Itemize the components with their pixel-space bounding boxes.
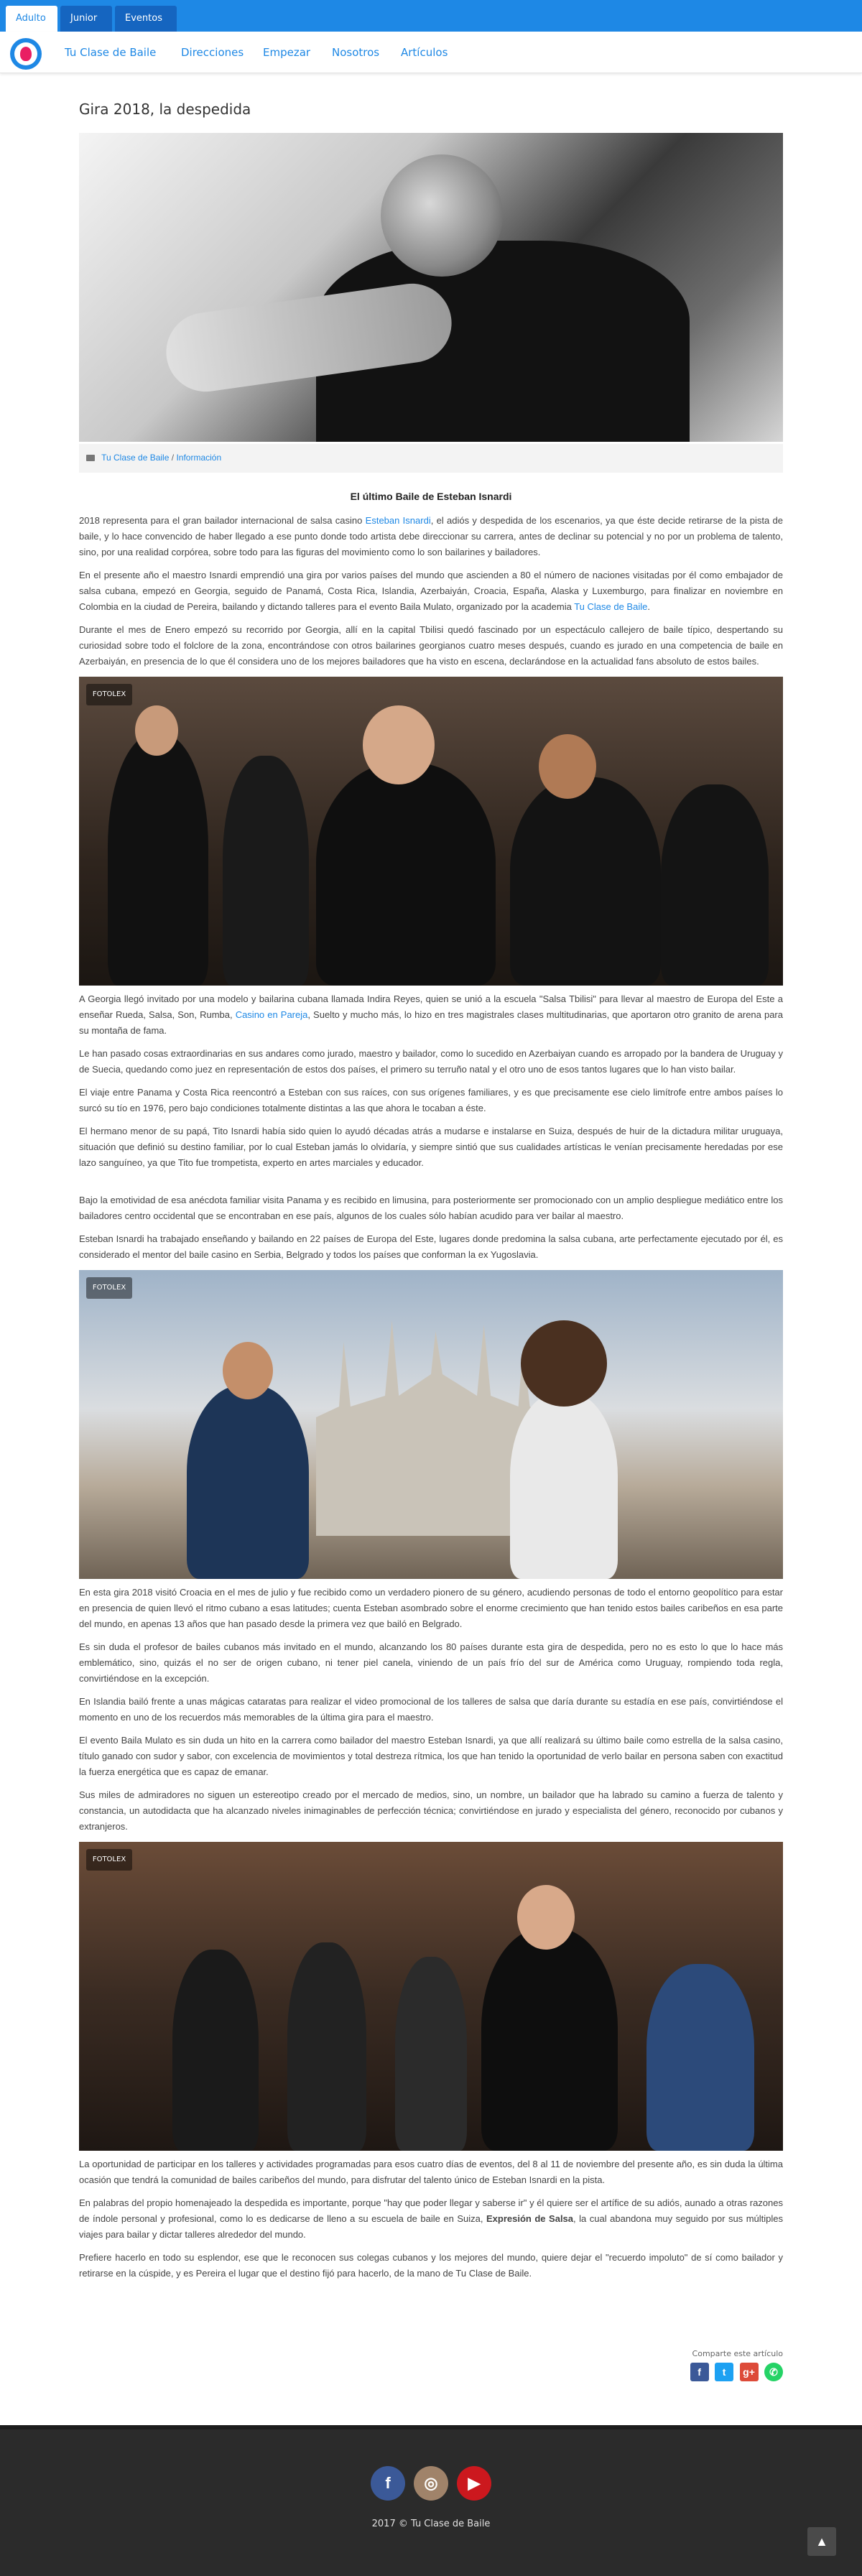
hero-figure-head (381, 154, 503, 277)
category-parent-link[interactable]: Tu Clase de Baile (101, 453, 170, 463)
photo-person-head (223, 1342, 273, 1399)
tab-junior[interactable]: Junior (60, 6, 112, 32)
photo-milan-cathedral-dancers (79, 1270, 783, 1579)
paragraph: En esta gira 2018 visitó Croacia en el mes de julio y fue recibido como un verdadero pionero de su género, acudiendo personas de todo el entorno geopolítico para estar en presencia de quien llevó el ritmo cubano a esas latitudes; cuenta Esteban asombrado sobre el enorme crecimiento que han tenido estos bailes caribeños en esa parte del mundo, en apenas 13 años que han pasado desde la primera vez que bailó en Belgrado. (79, 1587, 783, 1629)
photo-watermark: FOTOLEX (86, 684, 132, 705)
photo-person (510, 1392, 618, 1579)
photo-person (316, 763, 496, 986)
expresion-de-salsa-text: Expresión de Salsa (486, 2213, 574, 2224)
nav-item-nosotros[interactable]: Nosotros (332, 46, 380, 59)
paragraph: En el presente año el maestro Isnardi emprendió una gira por varios países del mundo que ascienden a 80 el número de naciones visitadas por él como embajador de salsa cubana, empezó en Georgia, seguido de Panamá, Costa Rica, Islandia, Azerbaiyán, Croacia, España, Alaska y Luxemburgo, para finalizar en noviembre en Colombia en la ciudad de Pereira, bailando y dictando talleres para el evento Baila Mulato, organizado por la academia Tu Clase de Baile. (79, 570, 783, 612)
paragraph: Sus miles de admiradores no siguen un estereotipo creado por el mercado de medios, sino, un nombre, un bailador que ha labrado su camino a fuerza de talento y constancia, un autodidacta que ha alcanzado niveles inimaginables de perfección técnica; convirtiéndose en jurado y especialista del género, reconocido por cubanos y extranjeros. (79, 1789, 783, 1832)
photo-person-head (539, 734, 596, 799)
photo-person-head (521, 1320, 607, 1407)
photo-person (646, 1964, 754, 2151)
paragraph: Es sin duda el profesor de bailes cubanos más invitado en el mundo, alcanzando los 80 países durante esta gira de despedida, pero no es esto lo que lo hace más emblemático, sino, quizás el no ser de origen cubano, ni tener piel canela, viniendo de un país frío del sur de América como Uruguay, rompiendo toda regla, convirtiéndose en la excepción. (79, 1641, 783, 1684)
top-bar (0, 0, 862, 32)
article-heading: El último Baile de Esteban Isnardi (350, 491, 512, 502)
article-body (79, 488, 783, 2289)
youtube-icon[interactable]: ▶ (457, 2466, 491, 2501)
paragraph: En palabras del propio homenajeado la despedida es importante, porque "hay que poder llegar y saberse ir" y él quiere ser el artífice de su adiós, aunado a otras razones de índole personal y profesional, como lo es dedicarse de lleno a su escuela de baile en Suiza, Expresión de Salsa, la cual abandona muy seguido por sus múltiples viajes para bailar y dictar talleres alrededor del mundo. (79, 2197, 783, 2240)
nav-item-articulos[interactable]: Artículos (401, 46, 448, 59)
paragraph: El hermano menor de su papá, Tito Isnardi había sido quien lo ayudó décadas atrás a mudarse e instalarse en Suiza, después de huir de la dictadura militar uruguaya, situación que definió su destino familiar, por lo cual Esteban jamás lo olvidaría, y siempre sintió que sus cualidades artísticas le venían precisamente heredadas por ese lazo sanguíneo, ya que Tito fue trompetista, experto en artes marciales y educador. (79, 1126, 783, 1168)
photo-person-head (517, 1885, 575, 1950)
share-section (639, 2349, 783, 2381)
hero-image (79, 133, 783, 442)
facebook-icon[interactable]: f (371, 2466, 405, 2501)
share-icons (639, 2363, 783, 2381)
photo-person-head (363, 705, 435, 784)
google-plus-icon[interactable]: g+ (740, 2363, 759, 2381)
spacer (79, 1178, 783, 1192)
paragraph: En Islandia bailó frente a unas mágicas cataratas para realizar el video promocional de los talleres de salsa que daría durante su estadía en ese país, convirtiéndose el momento en uno de los recuerdos más memorables de la última gira para el maestro. (79, 1696, 783, 1723)
photo-person (108, 734, 208, 986)
whatsapp-icon[interactable]: ✆ (764, 2363, 783, 2381)
paragraph: El viaje entre Panama y Costa Rica reencontró a Esteban con sus raíces, con sus orígenes familiares, y es que precisamente ese cielo limítrofe entre ambos países lo surcó su tío en 1976, pero bajo condiciones totalmente distintas a las que ahora le tocaban a éste. (79, 1087, 783, 1113)
paragraph: Durante el mes de Enero empezó su recorrido por Georgia, allí en la capital Tbilisi quedó fascinado por un espectáculo callejero de baile típico, despertando su curiosidad sobre todo el folclore de la zona, encontrándose con otros bailarines georgianos cuatro meses después, cuando es jurado en una competencia de baile en Azerbaiyán, en presencia de lo que él considera uno de los mejores bailadores que ha visto en escena, declarándose en la actualidad fans absoluto de estos bailes. (79, 624, 783, 667)
photo-person (510, 777, 661, 986)
footer (0, 2425, 862, 2576)
article-meta (79, 444, 783, 473)
photo-watermark: FOTOLEX (86, 1849, 132, 1871)
photo-person (661, 784, 769, 986)
tab-adulto[interactable]: Adulto (6, 6, 57, 32)
footer-separator (0, 2425, 862, 2429)
site-logo[interactable] (10, 38, 42, 70)
casino-en-pareja-link[interactable]: Casino en Pareja (235, 1009, 308, 1020)
paragraph: 2018 representa para el gran bailador internacional de salsa casino Esteban Isnardi, el adiós y despedida de los escenarios, ya que éste decide retirarse de la pista de baile, y lo hace convencido de haber llegado a ese punto donde todo artista debe direccionar su carrera, antes de declinar su potencial y no por un problema de talento, sino, por una realidad corpórea, sobre todo para las figuras del movimiento como lo son bailarines y bailadores. (79, 515, 783, 557)
folder-icon (86, 455, 95, 461)
nav-item-empezar[interactable]: Empezar (263, 46, 311, 59)
instagram-icon[interactable]: ◎ (414, 2466, 448, 2501)
copyright: 2017 © Tu Clase de Baile (371, 2519, 491, 2529)
paragraph: A Georgia llegó invitado por una modelo y bailarina cubana llamada Indira Reyes, quien se unió a la escuela "Salsa Tbilisi" para llevar al maestro de Europa del Este a enseñar Rueda, Salsa, Son, Rumba, Casino en Pareja, Suelto y mucho más, lo hizo en tres magistrales clases multitudinarias, que aportaron otro granito de arena para su montaña de fama. (79, 993, 783, 1036)
paragraph: Bajo la emotividad de esa anécdota familiar visita Panama y es recibido en limusina, para posteriormente ser promocionado con un amplio despliegue mediático entre los bailadores centro occidental que se encontraban en ese país, algunos de los cuales sólo habían acudido para ver bailar al maestro. (79, 1195, 783, 1221)
paragraph: La oportunidad de participar en los talleres y actividades programadas para esos cuatro días de eventos, del 8 al 11 de noviembre del presente año, es sin duda la última ocasión que tendrá la comunidad de bailes caribeños del mundo, para disfrutar del talento único de Esteban Isnardi en la pista. (79, 2159, 783, 2185)
photo-person (223, 756, 309, 986)
paragraph: Esteban Isnardi ha trabajado enseñando y bailando en 22 países de Europa del Este, lugares donde predomina la salsa cubana, arte perfectamente ejecutado por él, es considerado el mentor del baile casino en Serbia, Belgrado y todos los países que conforman la ex Yugoslavia. (79, 1233, 783, 1260)
page-title: Gira 2018, la despedida (79, 101, 251, 118)
photo-workshop-crowd (79, 1842, 783, 2151)
back-to-top-button[interactable]: ▲ (807, 2527, 836, 2556)
category-link[interactable]: Información (176, 453, 222, 463)
photo-dance-class-group (79, 677, 783, 986)
photo-watermark: FOTOLEX (86, 1277, 132, 1299)
nav-item-tu-clase-de-baile[interactable]: Tu Clase de Baile (65, 46, 157, 59)
photo-person (287, 1942, 366, 2151)
photo-person (187, 1385, 309, 1579)
photo-person (395, 1957, 467, 2151)
share-label: Comparte este artículo (692, 2349, 783, 2358)
paragraph: Prefiere hacerlo en todo su esplendor, ese que le reconocen sus colegas cubanos y los mejores del mundo, quiere dejar el "recuerdo impoluto" de sí como bailador y retirarse en la cúspide, y es Pereira el lugar que el destino fijó para hacerlo, de la mano de Tu Clase de Baile. (79, 2252, 783, 2279)
photo-person-head (135, 705, 178, 756)
breadcrumb-separator: / (171, 453, 175, 463)
esteban-isnardi-link[interactable]: Esteban Isnardi (365, 515, 431, 526)
tu-clase-de-baile-link[interactable]: Tu Clase de Baile (574, 601, 648, 612)
photo-person (481, 1928, 618, 2151)
tab-eventos[interactable]: Eventos (115, 6, 177, 32)
paragraph: Le han pasado cosas extraordinarias en sus andares como jurado, maestro y bailador, como lo sucedido en Azerbaiyan cuando es arropado por la bandera de Uruguay y de Suecia, quedando como juez en representación de estos dos países, el primero su terruño natal y el otro uno de esos tantos lugares que lo han visto bailar. (79, 1048, 783, 1075)
twitter-icon[interactable]: t (715, 2363, 733, 2381)
facebook-icon[interactable]: f (690, 2363, 709, 2381)
paragraph: El evento Baila Mulato es sin duda un hito en la carrera como bailador del maestro Esteban Isnardi, ya que allí realizará su último baile como estrella de la salsa casino, título ganado con sudor y sabor, con excelencia de movimientos y total destreza rítmica, los que han tenido la oportunidad de verlo bailar en persona saben con exactitud la fuerza energética que es capaz de emanar. (79, 1735, 783, 1777)
nav-item-direcciones[interactable]: Direcciones (181, 46, 244, 59)
photo-person (172, 1950, 259, 2151)
main-navigation (0, 32, 862, 73)
